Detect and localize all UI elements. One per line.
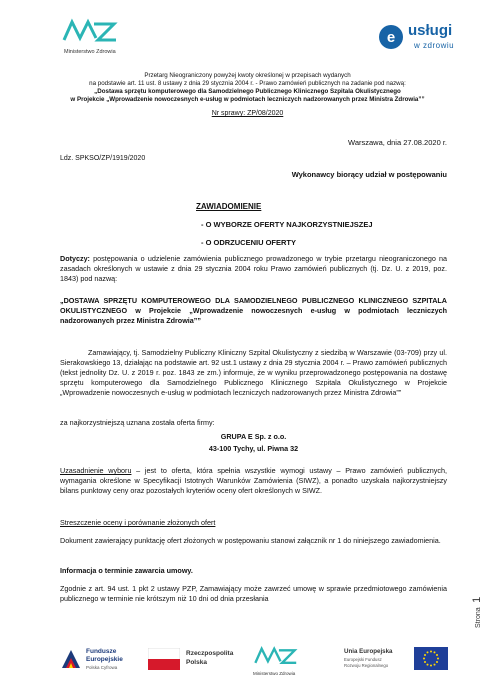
eu-logo xyxy=(344,646,450,674)
rp-logo xyxy=(148,646,248,674)
case-number: Nr sprawy: ZP/08/2020 xyxy=(211,110,284,117)
rp-title-2: Polska xyxy=(186,659,207,666)
footer-ministry-logo-icon xyxy=(250,644,300,666)
rp-title-1: Rzeczpospolita xyxy=(186,650,234,657)
fe-logo xyxy=(60,646,140,674)
justification-text: – jest to oferta, która spełnia wszystkie wymogi ustawy – Prawo zamówień publicznych, wymagania określone w Specyfikacji Istotnych Warunków Zamówienia (SIWZ), a ponadto uzyskała najkorzystniejszy bilans punktowy ceny oraz pozostałych kryteriów oceny ofert określonych w SIWZ. xyxy=(60,466,447,495)
uslugi-logo-title: usługi xyxy=(408,22,453,39)
tender-notice-line: w Projekcie „Wprowadzenie nowoczesnych e-usług w podmiotach leczniczych nadzorowanych przez Ministra Zdrowia”” xyxy=(70,96,425,103)
fe-title-2: Europejskie xyxy=(86,656,123,663)
eu-subtitle-2: Rozwoju Regionalnego xyxy=(344,663,389,668)
footer-logos xyxy=(0,640,495,680)
company-address: 43-100 Tychy, ul. Piwna 32 xyxy=(208,444,299,453)
subject-paragraph xyxy=(60,254,447,284)
fe-logo-icon xyxy=(60,648,82,670)
contract-heading: Informacja o terminie zawarcia umowy. xyxy=(60,566,193,575)
project-name: „DOSTAWA SPRZĘTU KOMPUTEROWEGO DLA SAMODZIELNEGO PUBLICZNEGO KLINICZNEGO SZPITALA OKULISTYCZNEGO w Projekcie „Wprowadzenie nowoczesnych e-usług w podmiotach leczniczych nadzorowanych przez Ministra Zdrowia”” xyxy=(60,296,447,325)
tender-notice xyxy=(40,72,455,104)
page-indicator xyxy=(467,588,483,628)
uslugi-logo-icon xyxy=(378,24,404,50)
uslugi-logo xyxy=(378,22,470,56)
recipients: Wykonawcy biorący udział w postępowaniu xyxy=(291,170,447,179)
eu-title: Unia Europejska xyxy=(344,648,393,655)
place-date: Warszawa, dnia 27.08.2020 r. xyxy=(348,138,447,147)
summary-heading: Streszczenie oceny i porównanie złożonych ofert xyxy=(60,518,216,527)
tender-notice-line: na podstawie art. 11 ust. 8 ustawy z dnia 29 stycznia 2004 r. - Prawo zamówień publicznych na zadanie pod nazwą: xyxy=(89,80,406,87)
contracting-authority-paragraph: Zamawiający, tj. Samodzielny Publiczny Kliniczny Szpital Okulistyczny z siedzibą w Warszawie (03-709) przy ul. Sierakowskiego 13, działając na podstawie art. 92 ust.1 ustawy z dnia 29 stycznia 2004 r. – Prawo zamówień publicznych (tekst jednolity Dz. U. z 2019 r. poz. 1843 ze zm.) informuje, że w wyniku przeprowadzonego postępowania na dostawę sprzętu komputerowego dla Samodzielnego Publicznego Klinicznego Szpitala Okulistycznego w Projekcie „Wprowadzenie nowoczesnych e-usług w podmiotach leczniczych nadzorowanych przez Ministra Zdrowia”” xyxy=(60,348,447,397)
document-subtitle-2: - O ODRZUCENIU OFERTY xyxy=(201,238,296,247)
ministry-logo-caption: Ministerstwo Zdrowia xyxy=(64,49,116,55)
fe-subtitle: Polska Cyfrowa xyxy=(86,665,118,670)
subject-text: postępowania o udzielenie zamówienia publicznego prowadzonego w trybie przetargu nieograniczonego na zasadach określonych w ustawie z dnia 29 stycznia 2004 roku Prawo zamówień publicznych (tj. Dz. U. z 2019, poz. 1843) pod nazwą: xyxy=(60,254,447,283)
footer-ministry-logo xyxy=(250,644,310,678)
tender-notice-line: Przetarg Nieograniczony powyżej kwoty określonej w przepisach wydanych xyxy=(144,72,351,79)
page-label: Strona xyxy=(475,607,482,628)
document-title: ZAWIADOMIENIE xyxy=(196,202,262,211)
subject-label: Dotyczy: xyxy=(60,254,90,263)
page-number: 1 xyxy=(471,596,483,603)
justification-label: Uzasadnienie wyboru xyxy=(60,466,132,475)
ministry-logo xyxy=(58,16,120,56)
svg-text:e: e xyxy=(386,29,396,46)
polish-flag-icon xyxy=(148,648,180,670)
document-subtitle-1: - O WYBORZE OFERTY NAJKORZYSTNIEJSZEJ xyxy=(201,220,373,229)
fe-title-1: Fundusze xyxy=(86,648,117,655)
ministry-logo-icon xyxy=(58,16,120,44)
summary-text: Dokument zawierający punktację ofert złożonych w postępowaniu stanowi załącznik nr 1 do niniejszego zawiadomienia. xyxy=(60,536,441,545)
uslugi-logo-subtitle: w zdrowiu xyxy=(414,41,455,50)
reference-number: Ldz. SPKSO/ZP/1919/2020 xyxy=(60,155,146,162)
eu-subtitle-1: Europejski Fundusz xyxy=(344,657,382,662)
tender-notice-line: „Dostawa sprzętu komputerowego dla Samodzielnego Publicznego Klinicznego Szpitala Okulistycznego xyxy=(94,88,401,95)
company-name: GRUPA E Sp. z o.o. xyxy=(220,432,287,441)
eu-flag-icon xyxy=(414,647,448,670)
chosen-offer-intro: za najkorzystniejszą uznana została oferta firmy: xyxy=(60,418,215,427)
justification-paragraph xyxy=(60,466,447,496)
contract-text: Zgodnie z art. 94 ust. 1 pkt 2 ustawy PZP, Zamawiający może zawrzeć umowę w sprawie przedmiotowego zamówienia publicznego w terminie nie krótszym niż 10 dni od dnia przesłania xyxy=(60,584,447,603)
footer-ministry-caption: Ministerstwo Zdrowia xyxy=(253,671,296,676)
